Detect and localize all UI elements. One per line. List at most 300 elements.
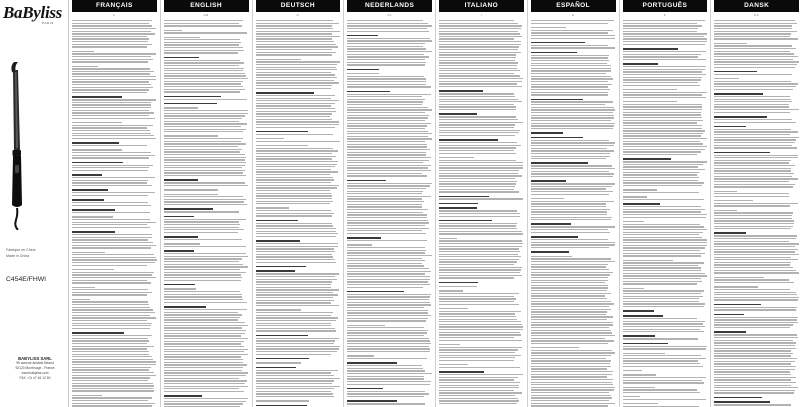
text-line	[623, 288, 644, 289]
text-line	[347, 170, 431, 171]
text-line	[256, 220, 298, 222]
text-line	[72, 205, 151, 206]
text-line	[347, 265, 424, 266]
text-line	[714, 322, 797, 323]
text-line	[347, 393, 428, 394]
text-line	[439, 240, 522, 241]
text-line	[439, 65, 517, 66]
language-code: P	[663, 13, 667, 17]
text-line	[347, 358, 427, 359]
text-line	[623, 290, 704, 291]
text-line	[531, 107, 614, 108]
text-line	[164, 338, 248, 339]
text-line	[531, 236, 578, 238]
text-line	[347, 117, 428, 118]
text-line	[256, 233, 338, 234]
text-line	[347, 348, 430, 349]
text-line	[347, 212, 423, 213]
text-line	[439, 231, 522, 232]
text-line	[623, 31, 698, 32]
text-line	[623, 74, 707, 75]
text-line	[256, 270, 295, 272]
text-line	[439, 340, 522, 341]
text-line	[72, 257, 156, 258]
text-line	[439, 191, 519, 192]
text-line	[164, 123, 248, 124]
text-line	[439, 332, 520, 333]
text-line	[439, 225, 516, 226]
text-line	[72, 385, 154, 386]
text-line	[164, 375, 246, 376]
text-line	[714, 170, 791, 171]
text-line	[347, 294, 431, 295]
text-line	[714, 81, 791, 82]
text-line	[72, 202, 148, 203]
text-line	[714, 28, 792, 29]
text-line	[256, 273, 340, 274]
babyliss-logo: BaByliss	[3, 3, 63, 22]
text-line	[347, 214, 427, 215]
text-line	[256, 305, 340, 306]
text-line	[256, 156, 337, 157]
text-line	[347, 123, 431, 124]
text-line	[439, 347, 522, 348]
text-line	[623, 38, 708, 39]
text-line	[347, 310, 428, 311]
text-line	[714, 51, 790, 52]
text-line	[72, 33, 155, 34]
text-line	[164, 175, 247, 176]
text-line	[256, 228, 337, 229]
text-line	[439, 364, 468, 365]
text-line	[256, 153, 333, 154]
text-line	[439, 181, 517, 182]
text-line	[347, 220, 428, 221]
text-line	[72, 405, 152, 406]
text-line	[439, 167, 523, 168]
text-line	[347, 346, 429, 347]
text-line	[714, 61, 798, 62]
text-line	[439, 104, 514, 105]
text-line	[531, 395, 611, 396]
text-line	[439, 122, 523, 123]
text-line	[531, 327, 609, 328]
text-line	[439, 142, 517, 143]
text-line	[623, 283, 698, 284]
text-line	[714, 294, 797, 295]
text-line	[347, 31, 429, 32]
text-line	[623, 318, 698, 319]
text-line	[714, 238, 796, 239]
text-line	[623, 174, 698, 175]
text-line	[531, 125, 614, 126]
text-line	[531, 287, 608, 288]
text-line	[623, 89, 677, 90]
text-line	[531, 180, 566, 182]
text-line	[439, 170, 519, 171]
text-line	[164, 121, 239, 122]
language-column	[69, 0, 161, 407]
text-line	[164, 113, 248, 114]
text-line	[439, 259, 519, 260]
text-line	[439, 83, 517, 84]
text-line	[164, 219, 247, 220]
text-line	[72, 351, 149, 352]
text-line	[164, 126, 241, 127]
text-line	[531, 171, 609, 172]
text-line	[256, 315, 331, 316]
text-line	[439, 282, 478, 284]
text-line	[347, 370, 425, 371]
text-line	[72, 145, 147, 146]
text-line	[72, 277, 156, 278]
text-line	[164, 115, 245, 116]
text-line	[714, 355, 791, 356]
text-line	[347, 209, 428, 210]
text-line	[256, 320, 337, 321]
text-line	[72, 142, 119, 144]
text-line	[347, 327, 423, 328]
text-line	[714, 334, 796, 335]
text-line	[531, 387, 615, 388]
text-line	[347, 96, 422, 97]
text-line	[531, 70, 611, 71]
text-line	[72, 332, 124, 334]
text-line	[714, 282, 794, 283]
text-line	[439, 46, 519, 47]
text-line	[714, 59, 793, 60]
text-line	[714, 20, 795, 21]
text-line	[72, 219, 150, 220]
text-line	[347, 233, 425, 234]
text-line	[347, 193, 422, 194]
text-line	[347, 302, 430, 303]
text-line	[164, 229, 244, 230]
text-line	[714, 345, 795, 346]
text-line	[714, 297, 798, 298]
text-line	[347, 99, 425, 100]
text-line	[714, 324, 793, 325]
text-line	[347, 40, 431, 41]
text-line	[531, 226, 615, 227]
text-line	[347, 315, 430, 316]
text-line	[164, 362, 243, 363]
text-line	[714, 279, 789, 280]
text-line	[164, 322, 245, 323]
text-line	[164, 224, 240, 225]
text-line	[531, 206, 606, 207]
text-line	[72, 292, 152, 293]
text-line	[623, 141, 700, 142]
text-line	[347, 157, 431, 158]
text-line	[531, 264, 609, 265]
text-line	[256, 243, 338, 244]
text-line	[347, 296, 430, 297]
text-line	[439, 147, 516, 148]
text-line	[623, 133, 703, 134]
text-line	[531, 153, 610, 154]
text-line	[72, 299, 90, 300]
text-line	[256, 362, 301, 363]
text-line	[256, 225, 333, 226]
text-line	[714, 31, 796, 32]
text-line	[256, 195, 332, 196]
text-line	[347, 268, 429, 269]
text-line	[439, 175, 522, 176]
language-code: F	[113, 13, 116, 17]
text-line	[714, 292, 796, 293]
text-line	[256, 166, 336, 167]
text-line	[256, 127, 336, 128]
text-line	[714, 25, 791, 26]
text-line	[531, 23, 608, 24]
text-line	[531, 298, 607, 299]
text-line	[531, 360, 611, 361]
text-line	[347, 120, 425, 121]
text-line	[164, 294, 242, 295]
text-line	[531, 30, 614, 31]
text-line	[164, 333, 245, 334]
text-line	[439, 106, 516, 107]
text-line	[164, 20, 243, 21]
text-line	[714, 309, 795, 310]
text-line	[347, 384, 430, 385]
text-line	[347, 20, 423, 21]
text-line	[439, 316, 516, 317]
text-line	[256, 54, 333, 55]
text-line	[714, 262, 791, 263]
text-line	[531, 355, 611, 356]
text-line	[714, 56, 797, 57]
text-line	[256, 317, 338, 318]
text-line	[256, 23, 339, 24]
text-line	[623, 315, 664, 317]
text-line	[714, 160, 791, 161]
text-line	[347, 125, 427, 126]
text-line	[347, 381, 431, 382]
text-line	[256, 72, 331, 73]
text-line	[623, 20, 705, 21]
text-line	[72, 177, 155, 178]
text-line	[256, 119, 332, 120]
text-line	[439, 374, 523, 375]
text-line	[531, 363, 610, 364]
text-line	[164, 143, 246, 144]
text-line	[439, 203, 478, 205]
text-line	[714, 78, 739, 79]
logo-subtitle: PARIS	[42, 21, 54, 25]
text-line	[439, 313, 515, 314]
text-line	[714, 67, 795, 68]
text-line	[623, 331, 705, 332]
text-line	[714, 131, 797, 132]
text-line	[714, 184, 795, 185]
text-line	[714, 112, 790, 113]
text-line	[347, 373, 431, 374]
text-line	[531, 112, 613, 113]
text-line	[72, 383, 153, 384]
text-line	[439, 78, 523, 79]
text-line	[531, 123, 616, 124]
text-line	[623, 303, 705, 304]
text-line	[347, 260, 425, 261]
text-line	[531, 280, 608, 281]
text-line	[439, 248, 519, 249]
text-line	[623, 44, 706, 45]
text-line	[439, 54, 516, 55]
text-line	[164, 395, 202, 397]
text-line	[439, 308, 468, 309]
text-line	[623, 343, 668, 345]
text-line	[714, 314, 744, 316]
text-line	[531, 379, 614, 380]
text-line	[164, 99, 247, 100]
text-line	[439, 382, 520, 383]
text-line	[256, 348, 339, 349]
text-line	[623, 278, 701, 279]
text-line	[531, 358, 606, 359]
made-in-fr: Fabriqué en Chine	[6, 248, 36, 252]
text-line	[164, 264, 243, 265]
text-line	[256, 213, 335, 214]
text-line	[347, 237, 380, 239]
text-line	[164, 266, 249, 267]
text-line	[531, 57, 609, 58]
text-line	[72, 348, 147, 349]
text-line	[72, 180, 148, 181]
text-line	[256, 105, 331, 106]
text-line	[623, 161, 707, 162]
text-line	[439, 329, 523, 330]
text-line	[347, 255, 431, 256]
text-line	[714, 126, 746, 128]
text-line	[347, 48, 426, 49]
text-line	[531, 290, 607, 291]
text-line	[439, 157, 474, 158]
text-line	[439, 216, 520, 217]
text-line	[164, 274, 241, 275]
text-line	[439, 238, 457, 239]
text-line	[256, 59, 302, 60]
text-line	[714, 369, 795, 370]
text-line	[256, 276, 335, 277]
text-line	[714, 64, 796, 65]
text-line	[623, 138, 708, 139]
text-line	[714, 191, 737, 192]
text-line	[72, 192, 155, 193]
text-line	[347, 64, 425, 65]
text-line	[347, 183, 432, 184]
text-line	[439, 93, 514, 94]
text-line	[623, 82, 698, 83]
text-line	[72, 174, 102, 176]
text-line	[72, 59, 153, 60]
text-line	[256, 38, 332, 39]
text-line	[531, 335, 615, 336]
text-line	[531, 132, 563, 134]
text-line	[531, 214, 607, 215]
text-line	[72, 307, 150, 308]
text-line	[164, 138, 243, 139]
text-line	[714, 33, 790, 34]
text-line	[347, 244, 372, 245]
text-line	[347, 128, 424, 129]
text-line	[72, 195, 148, 196]
text-line	[531, 117, 615, 118]
text-line	[531, 266, 606, 267]
text-line	[347, 165, 431, 166]
text-line	[623, 166, 699, 167]
text-line	[531, 84, 613, 85]
text-line	[256, 256, 334, 257]
text-line	[623, 306, 705, 307]
text-line	[531, 89, 611, 90]
text-line	[439, 23, 518, 24]
text-line	[623, 56, 698, 57]
text-line	[347, 222, 429, 223]
text-line	[164, 179, 198, 181]
text-line	[164, 346, 244, 347]
text-line	[714, 299, 798, 300]
text-line	[531, 229, 609, 230]
text-line	[256, 323, 332, 324]
text-line	[623, 71, 703, 72]
text-line	[439, 403, 517, 404]
text-line	[714, 212, 793, 213]
text-line	[623, 69, 706, 70]
text-line	[347, 56, 429, 57]
text-line	[439, 132, 519, 133]
text-line	[72, 107, 151, 108]
text-line	[714, 220, 794, 221]
text-line	[347, 138, 431, 139]
text-line	[714, 228, 791, 229]
text-line	[623, 382, 705, 383]
text-line	[714, 307, 797, 308]
text-line	[347, 101, 423, 102]
text-line	[72, 294, 147, 295]
text-line	[531, 256, 572, 257]
text-line	[531, 330, 612, 331]
text-line	[623, 374, 657, 375]
text-line	[256, 289, 339, 290]
text-line	[256, 108, 335, 109]
language-column	[528, 0, 620, 407]
text-line	[347, 198, 422, 199]
text-line	[714, 223, 794, 224]
text-line	[439, 377, 518, 378]
text-line	[531, 384, 613, 385]
text-line	[623, 377, 707, 378]
text-line	[439, 96, 515, 97]
text-line	[439, 165, 523, 166]
text-line	[347, 204, 422, 205]
text-line	[439, 390, 514, 391]
text-line	[256, 266, 307, 268]
text-line	[347, 376, 424, 377]
text-line	[347, 115, 429, 116]
text-line	[714, 289, 790, 290]
text-line	[347, 43, 425, 44]
text-line	[531, 191, 613, 192]
text-line	[72, 149, 122, 150]
text-line	[164, 110, 248, 111]
text-line	[623, 149, 706, 150]
text-line	[623, 326, 705, 327]
text-line	[714, 193, 789, 194]
text-line	[531, 400, 609, 401]
text-line	[531, 73, 606, 74]
